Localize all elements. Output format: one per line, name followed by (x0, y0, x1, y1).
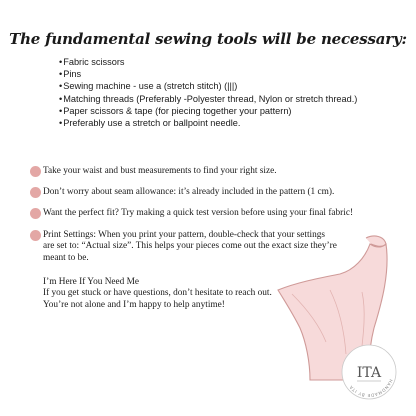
tool-item: • Preferably use a stretch or ballpoint needle. (59, 117, 357, 129)
bullet-dot-icon (30, 187, 41, 198)
page-title: The fundamental sewing tools will be necessary: (9, 30, 407, 48)
help-heading: I’m Here If You Need Me (43, 277, 140, 287)
logo-ring-text: HANDMADE BY ITA (348, 378, 394, 399)
help-block (43, 277, 272, 311)
help-line: You’re not alone and I’m happy to help anytime! (43, 299, 225, 310)
tool-item: • Fabric scissors (59, 56, 357, 68)
tip-text: Print Settings: When you print your pattern, double-check that your settings are set to: “Actual size”. This helps your pieces come out the exact size they’re meant to be. (43, 230, 337, 263)
tool-item: • Pins (59, 68, 357, 80)
bullet-dot-icon (30, 208, 41, 219)
tool-item: • Paper scissors & tape (for piecing together your pattern) (59, 105, 357, 117)
tip-text: Don’t worry about seam allowance: it’s already included in the pattern (1 cm). (43, 187, 335, 197)
ita-logo (340, 343, 398, 401)
bullet-dot-icon (30, 166, 41, 177)
tip-text: Take your waist and bust measurements to find your right size. (43, 166, 277, 176)
bullet-dot-icon (30, 230, 41, 241)
help-line: If you get stuck or have questions, don’t hesitate to reach out. (43, 288, 272, 299)
strap-shape (366, 236, 386, 246)
tool-item: • Sewing machine - use a (stretch stitch) (|||) (59, 80, 357, 92)
logo-initials: ITA (356, 365, 382, 381)
tools-list (59, 56, 357, 129)
tool-item: • Matching threads (Preferably -Polyester thread, Nylon or stretch thread.) (59, 93, 357, 105)
tip-text: Want the perfect fit? Try making a quick test version before using your final fabric! (43, 208, 354, 218)
